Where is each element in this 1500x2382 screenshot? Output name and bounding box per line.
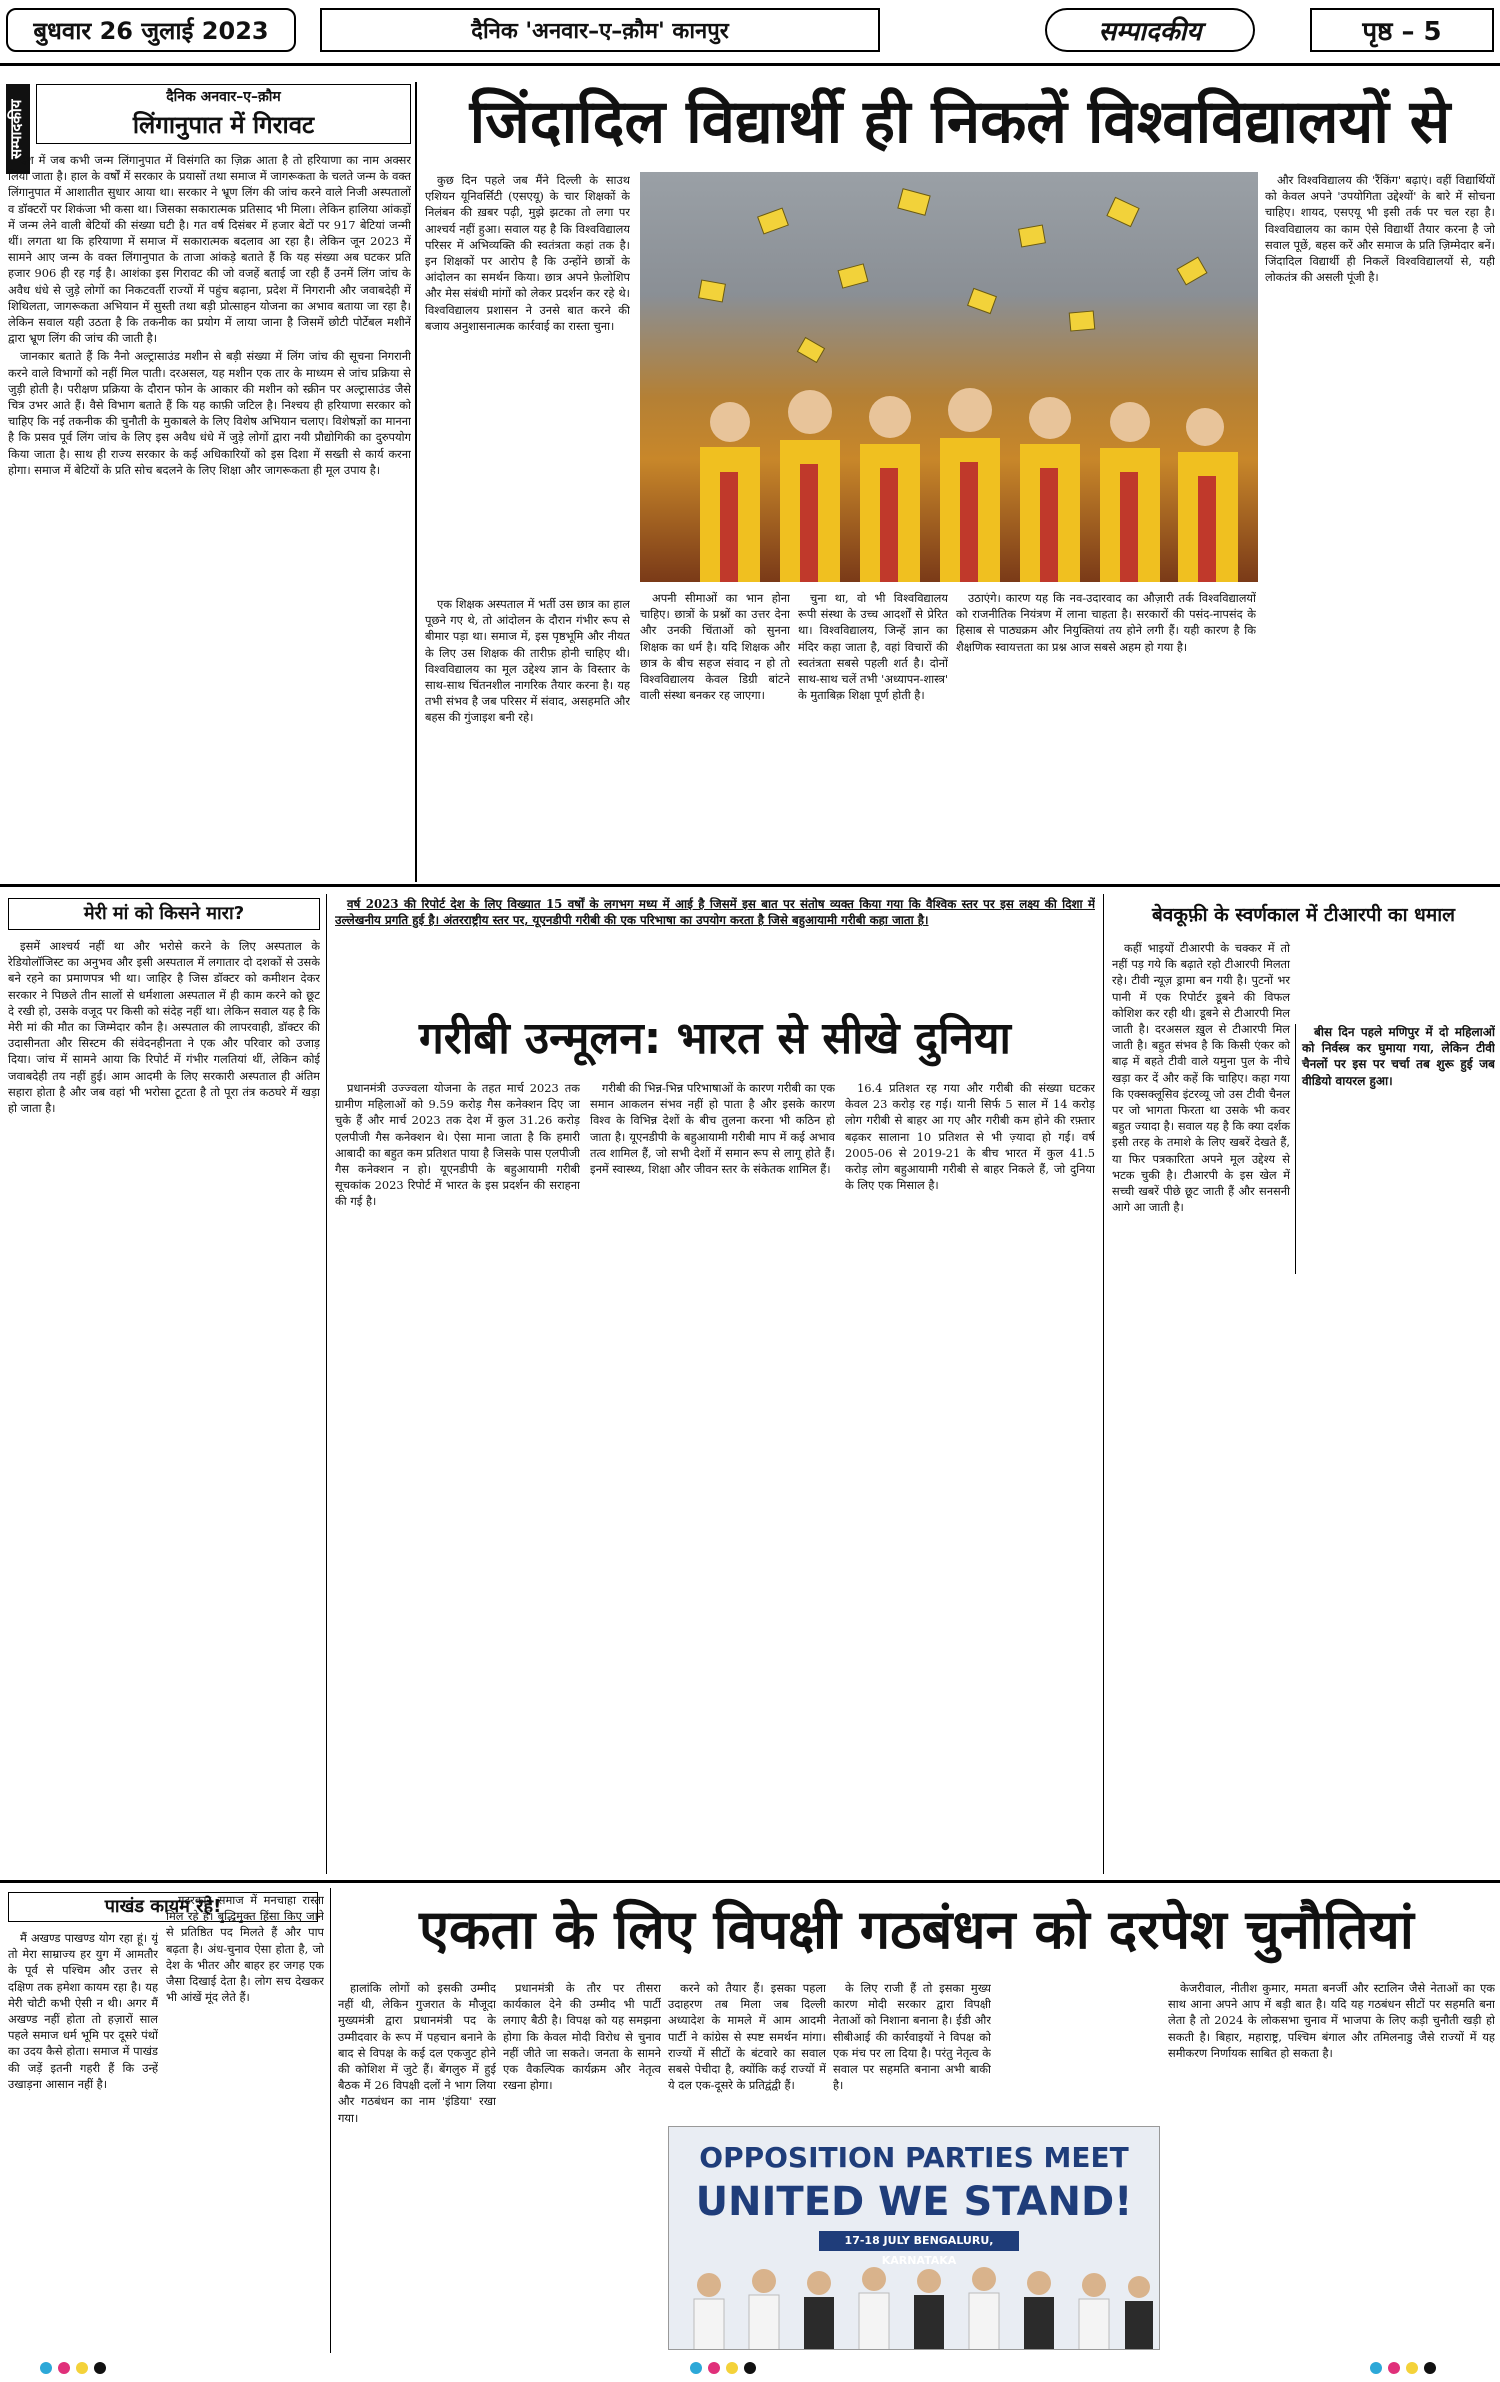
pakhand-paragraph: गटरकार समाज में मनचाहा रास्ता मिल रहे हैं। बुद्धिमुक्त हिंसा किए जाने से प्रतिष्ठित पद मिलते हैं और पाप बढ़ता है। अंध-चुनाव ऐसा होता है, जो देश के भीतर और बाहर हर जगह एक जैसा दिखाई देता है। लोग सच देखकर भी आंखें मूंद लेते हैं। [166, 1893, 324, 2005]
poverty-column-1 [335, 1080, 580, 1874]
editorial-title-box [36, 84, 411, 144]
graduates-illustration [640, 172, 1258, 582]
opposition-paragraph: हालांकि लोगों को इसकी उम्मीद नहीं थी, लेकिन गुजरात के मौजूदा मुख्यमंत्री द्वारा प्रधानमंत्री पद के उम्मीदवार के रूप में पहचान बनाने के बाद से विपक्ष के कई दल एकजुट होने की कोशिश में जुटे हैं। बेंगलुरु में हुई बैठक में 26 विपक्षी दलों ने भाग लिया और गठबंधन का नाम 'इंडिया' रखा गया। [338, 1981, 496, 2125]
lead-column-4 [798, 590, 948, 872]
editorial-kicker: दैनिक अनवार–ए–क़ौम [166, 89, 281, 105]
opposition-paragraph: के लिए राजी हैं तो इसका मुख्य कारण मोदी सरकार द्वारा विपक्षी नेताओं को निशाना बनाना है। ईडी और सीबीआई की कार्रवाइयों ने विपक्ष को एक मंच पर ला दिया है। परंतु नेतृत्व के सवाल पर सहमति बनाना अभी बाकी है। [833, 1981, 991, 2093]
pakhand-title: पाखंड कायम रहे! [8, 1892, 318, 1922]
magenta-dot [708, 2362, 720, 2374]
opposition-paragraph: प्रधानमंत्री के तौर पर तीसरा कार्यकाल देने की उम्मीद भी पार्टी लगाए बैठी है। विपक्ष को यह समझना होगा कि केवल मोदी विरोध से चुनाव नहीं जीते जा सकते। जनता के सामने एक वैकल्पिक कार्यक्रम और नेतृत्व रखना होगा। [503, 1981, 661, 2093]
poverty-column-2 [590, 1080, 835, 1874]
lead-headline: जिंदादिल विद्यार्थी ही निकलें विश्वविद्यालयों से [469, 87, 1451, 157]
lead-paragraph: उठाएंगे। कारण यह कि नव-उदारवाद का औज़ारी तर्क विश्वविद्यालयों को राजनीतिक नियंत्रण में लाना चाहता है। सरकारों की पसंद-नापसंद के हिसाब से पाठ्यक्रम और नियुक्तियां तय होने लगी हैं। यही कारण है कि शैक्षणिक स्वायत्तता का प्रश्न आज सबसे अहम हो गया है। [956, 591, 1256, 654]
column-rule [326, 894, 327, 1874]
opposition-column-2 [503, 1980, 661, 2350]
black-dot [744, 2362, 756, 2374]
yellow-dot [1406, 2362, 1418, 2374]
lead-paragraph: एक शिक्षक अस्पताल में भर्ती उस छात्र का हाल पूछने गए थे, तो आंदोलन के दौरान गंभीर रूप से बीमार पड़ा था। समाज में, इस पृष्ठभूमि और नीयत के लिए उस शिक्षक की तारीफ़ होनी चाहिए थी। विश्वविद्यालय का मूल उद्देश्य ज्ञान के विस्तार के साथ-साथ चिंतनशील नागरिक तैयार करना है। यह तभी संभव है जब परिसर में संवाद, असहमति और बहस की गुंजाइश बनी रहे। [425, 597, 630, 725]
lead-paragraph: और विश्वविद्यालय की 'रैंकिंग' बढ़ाएं। वहीं विद्यार्थियों को केवल अपने 'उपयोगिता उद्देश्यों' के बारे में सोचना चाहिए। शायद, एसएयू भी इसी तर्क पर चल रहा है। विश्वविद्यालय का काम ऐसे विद्यार्थी तैयार करना है जो सवाल पूछें, बहस करें और समाज के प्रति ज़िम्मेदार बनें। जिंदादिल विद्यार्थी ही निकलें विश्वविद्यालयों से, यही लोकतंत्र की असली पूंजी है। [1265, 173, 1495, 285]
editorial-title: लिंगानुपात में गिरावट [132, 111, 315, 139]
lead-column-6 [1265, 172, 1495, 872]
magenta-dot [1388, 2362, 1400, 2374]
poverty-paragraph: गरीबी की भिन्न-भिन्न परिभाषाओं के कारण गरीबी का एक समान आकलन संभव नहीं हो पाता है और इसके कारण विश्व के विभिन्न देशों के बीच तुलना करना भी कठिन हो जाता है। यूएनडीपी के बहुआयामी गरीबी माप में कई अभाव तत्व शामिल हैं, जो सभी देशों में समान रूप से लागू होते हैं। इनमें स्वास्थ्य, शिक्षा और जीवन स्तर के संकेतक शामिल हैं। [590, 1081, 835, 1177]
sarcasm-paragraph: कहीं भाइयों टीआरपी के चक्कर में तो नहीं पड़ गये कि बढ़ाते रहो टीआरपी मिलता रहे। टीवी न्यूज़ ड्रामा बन गयी है। पुटनों भर पानी में एक रिपोर्टर डूबने की विफल कोशिश कर रही थी। डूबने से टीआरपी मिल जाती है। दरअसल ख़ुल से टीआरपी मिल जाती है। बहुत संभव है कि किसी एंकर को बाढ़ में बहते टीवी वाले यमुना पुल के नीचे खड़ा कर दें और कहें कि चाहिए। कहा गया कि एक्सक्लूसिव इंटरव्यू जो उस टीवी चैनल पर जो भागता फिरता था उसके भी कवर बहुत ज्यादा है। सवाल यह है कि क्या दर्शक इसी तरह के तमाशे के लिए खबरें देखते हैं, या फिर पत्रकारिता अपने मूल उद्देश्य से भटक चुकी है। टीआरपी के इस खेल में सच्ची खबरें पीछे छूट जाती हैं और सनसनी आगे आ जाती है। [1112, 941, 1290, 1215]
lead-paragraph: अपनी सीमाओं का भान होना चाहिए। छात्रों के प्रश्नों का उत्तर देना और उनकी चिंताओं को सुनना शिक्षक का धर्म है। यदि शिक्षक और छात्र के बीच सहज संवाद न हो तो विश्वविद्यालय केवल डिग्री बांटने वाली संस्था बनकर रह जाएगा। [640, 591, 790, 703]
registration-marks-right [1370, 2362, 1436, 2376]
banner-line-1: OPPOSITION PARTIES MEET [699, 2141, 1129, 2174]
sarcasm-quote-text: बीस दिन पहले मणिपुर में दो महिलाओं को निर्वस्त्र कर घुमाया गया, लेकिन टीवी चैनलों पर इस पर चर्चा तब शुरू हुई जब वीडियो वायरल हुआ। [1302, 1025, 1495, 1088]
page-box [1310, 8, 1494, 52]
pakhand-column-2 [166, 1892, 324, 2350]
section-box [1045, 8, 1255, 52]
lead-paragraph: चुना था, वो भी विश्वविद्यालय रूपी संस्था के उच्च आदर्शों से प्रेरित था। विश्वविद्यालय, जिन्हें ज्ञान का मंदिर कहा जाता है, वहां विचारों की स्वतंत्रता सबसे पहली शर्त है। दोनों साथ-साथ चलें तभी 'अध्यापन-शास्त्र' के मुताबिक़ शिक्षा पूर्ण होती है। [798, 591, 948, 703]
cyan-dot [690, 2362, 702, 2374]
paper-name: दैनिक 'अनवार–ए–क़ौम' कानपुर [471, 19, 729, 44]
poverty-banner-text: वर्ष 2023 की रिपोर्ट देश के लिए विख्यात 15 वर्षों के लगभग मध्य में आई है जिसमें इस बात पर संतोष व्यक्त किया गया कि वैश्विक स्तर पर इस लक्ष्य की दिशा में उल्लेखनीय प्रगति हुई है। अंतरराष्ट्रीय स्तर पर, यूएनडीपी गरीबी की एक परिभाषा का उपयोग करता है जिसे बहुआयामी गरीबी कहा जाता है। [335, 897, 1095, 928]
opposition-column-1 [338, 1980, 496, 2350]
opposition-paragraph: करने को तैयार हैं। इसका पहला उदाहरण तब मिला जब दिल्ली अध्यादेश के मामले में आम आदमी पार्टी ने कांग्रेस से स्पष्ट समर्थन मांगा। राज्यों में सीटों के बंटवारे का सवाल सबसे पेचीदा है, क्योंकि कई राज्यों में ये दल एक-दूसरे के प्रतिद्वंद्वी हैं। [668, 1981, 826, 2093]
editorial-body [8, 152, 411, 878]
paper-name-box [320, 8, 880, 52]
cyan-dot [40, 2362, 52, 2374]
editorial-paragraph: देश में जब कभी जन्म लिंगानुपात में विसंगति का ज़िक्र आता है तो हरियाणा का नाम अक्सर लिया जाता है। हाल के वर्षों में सरकार के प्रयासों तथा समाज में जागरूकता के चलते जन्म के वक्त लिंगानुपात में आशातीत सुधार आया था। सरकार ने भ्रूण लिंग की जांच करने वाले निजी अस्पतालों व डॉक्टरों पर शिकंजा भी कसा था। जिसका सकारात्मक प्रतिसाद भी मिला। लेकिन हालिया आंकड़ों में जन्म लेने वाली बेटियों की संख्या घटी है। गत वर्ष दिसंबर में हजार बेटों पर 917 बेटियां जन्मी थीं। लगता था कि हरियाणा में समाज में सकारात्मक बदलाव आ रहा है। लेकिन जून 2023 में सामने आए जन्म के वक्त लिंगानुपात के ताजा आंकड़े बताते हैं कि यह संख्या अब घटकर प्रति हजार 906 ही रह गई है। आशंका इस गिरावट की जो वजहें बताई जा रही हैं उनमें लिंग जांच के अवैध धंधे से जुड़े लोगों का निकटवर्ती राज्यों में पहुंच बढ़ाना, प्रदेश में निगरानी और जवाबदेही में शिथिलता, जागरूकता अभियान में सुस्ती तथा बड़ी प्रोत्साहन योजना का अभाव बताया जा रहा है। लेकिन सवाल यही उठता है कि तकनीक का प्रयोग में लाया जाना है जिसमें छोटी पोर्टेबल मशीनें द्वारा भ्रूण लिंग की जांच की जाती है। [8, 153, 411, 346]
opposition-column-5 [1168, 1980, 1495, 2350]
opposition-paragraph: केजरीवाल, नीतीश कुमार, ममता बनर्जी और स्टालिन जैसे नेताओं का एक साथ आना अपने आप में बड़ी बात है। यदि यह गठबंधन सीटों पर सहमति बना लेता है तो 2024 के लोकसभा चुनाव में भाजपा के लिए कड़ी चुनौती खड़ी हो सकती है। बिहार, महाराष्ट्र, पश्चिम बंगाल और तमिलनाडु जैसे राज्यों में यह समीकरण निर्णायक साबित हो सकता है। [1168, 1981, 1495, 2060]
opposition-photo [668, 2126, 1160, 2350]
opposition-headline: एकता के लिए विपक्षी गठबंधन को दरपेश चुनौतियां [419, 1898, 1414, 1961]
date-box [6, 8, 296, 52]
lead-column-2 [425, 596, 630, 872]
yellow-dot [76, 2362, 88, 2374]
black-dot [94, 2362, 106, 2374]
mother-title: मेरी मां को किसने मारा? [8, 898, 320, 930]
poverty-intro-banner [335, 896, 1095, 1000]
column-rule [330, 1888, 331, 2353]
mother-body [8, 938, 320, 1873]
page-number: पृष्ठ – 5 [1362, 17, 1442, 47]
pakhand-paragraph: मैं अखण्ड पाखण्ड योग रहा हूं। यूं तो मेरा साम्राज्य हर युग में आमतौर के पूर्व से पश्चिम और उत्तर से दक्षिण तक हमेशा कायम रहा है। यह मेरी चोटी कभी ऐसी न थी। अगर मैं अखण्ड नहीं होता तो हज़ारों साल पहले समाज धर्म भूमि पर दूसरे पंथों का उदय कैसे होता। समाज में पाखंड की जड़ें इतनी गहरी हैं कि उन्हें उखाड़ना आसान नहीं है। [8, 1931, 158, 2091]
cyan-dot [1370, 2362, 1382, 2374]
poverty-headline: गरीबी उन्मूलन: भारत से सीखे दुनिया [419, 1013, 1011, 1064]
section-divider [0, 884, 1500, 887]
lead-column-5 [956, 590, 1256, 872]
editorial-side-label: सम्पादकीय [6, 84, 30, 174]
opposition-column-3 [668, 1980, 826, 2120]
pakhand-column-1 [8, 1930, 158, 2350]
yellow-dot [726, 2362, 738, 2374]
section-name: सम्पादकीय [1098, 17, 1202, 47]
registration-marks-center [690, 2362, 756, 2376]
black-dot [1424, 2362, 1436, 2374]
masthead [0, 0, 1500, 66]
lead-photo [640, 172, 1258, 582]
opposition-column-4 [833, 1980, 991, 2120]
issue-date: बुधवार 26 जुलाई 2023 [33, 16, 269, 45]
mother-paragraph: इसमें आश्चर्य नहीं था और भरोसे करने के लिए अस्पताल के रेडियोलॉजिस्ट का अनुभव और इसी अस्पताल में लगातार दो दशकों से उसके बने रहने का प्रमाणपत्र भी था। जाहिर है जिस डॉक्टर को कमीशन देकर सरकार ने पिछले तीन सालों से धर्मशाला अस्पताल में ही काम करने को छूट दे रखी हो, उसके वजूद पर किसी को संदेह नहीं था। लेकिन सवाल यह है कि मेरी मां की मौत का जिम्मेदार कौन है। अस्पताल की लापरवाही, डॉक्टर की उदासीनता और सिस्टम की संवेदनहीनता ने एक और परिवार को उजाड़ दिया। जांच में सामने आया कि रिपोर्ट में गंभीर गलतियां थीं, लेकिन कोई जवाबदेही तय नहीं हुई। आम आदमी के लिए सरकारी अस्पताल ही अंतिम सहारा होता है और जब वहां भी भरोसा टूटता है तो पूरा तंत्र कठघरे में खड़ा हो जाता है। [8, 939, 320, 1116]
poverty-paragraph: प्रधानमंत्री उज्ज्वला योजना के तहत मार्च 2023 तक ग्रामीण महिलाओं को 9.59 करोड़ गैस कनेक्शन दिए जा चुके हैं और मार्च 2023 तक देश में कुल 31.26 करोड़ एलपीजी गैस कनेक्शन थे। ऐसा माना जाता है कि हमारी आबादी का बहुत कम प्रतिशत पाया है जिसके पास एलपीजी गैस कनेक्शन न हो। यूएनडीपी के बहुआयामी गरीबी सूचकांक 2023 रिपोर्ट में भारत के इस प्रदर्शन की सराहना की गई है। [335, 1081, 580, 1209]
sarcasm-title: बेवकूफ़ी के स्वर्णकाल में टीआरपी का धमाल [1151, 904, 1456, 926]
lead-paragraph: कुछ दिन पहले जब मैंने दिल्ली के साउथ एशियन यूनिवर्सिटी (एसएयू) के चार शिक्षकों के निलंबन की ख़बर पढ़ी, मुझे झटका तो लगा पर आश्चर्य नहीं हुआ। सवाल यह है कि विश्वविद्यालय परिसर में अभिव्यक्ति की स्वतंत्रता कहां तक है। इन शिक्षकों पर आरोप है कि उन्होंने छात्रों के आंदोलन का समर्थन किया। छात्र अपने फ़ेलोशिप और मेस संबंधी मांगों को लेकर प्रदर्शन कर रहे थे। विश्वविद्यालय प्रशासन ने उनसे बात करने की बजाय अनुशासनात्मक कार्रवाई का रास्ता चुना। [425, 173, 630, 333]
column-rule [1103, 894, 1104, 1874]
quote-spacer [1290, 1024, 1495, 1364]
magenta-dot [58, 2362, 70, 2374]
poverty-paragraph: 16.4 प्रतिशत रह गया और गरीबी की संख्या घटकर केवल 23 करोड़ रह गई। यानी सिर्फ 5 साल में 14 करोड़ लोग गरीबी से बाहर आ गए और गरीबी कम होने की रफ़्तार बढ़कर सालाना 10 प्रतिशत से भी ज़्यादा हो गई। वर्ष 2005-06 से 2019-21 के बीच भारत में कुल 41.5 करोड़ लोग बहुआयामी गरीबी से बाहर निकले हैं, जो दुनिया के लिए एक मिसाल है। [845, 1081, 1095, 1193]
registration-marks-left [40, 2362, 106, 2376]
sarcasm-body [1112, 940, 1495, 1874]
editorial-paragraph: जानकार बताते हैं कि नैनो अल्ट्रासाउंड मशीन से बड़ी संख्या में लिंग जांच की सूचना निगरानी करने वाले विभागों को नहीं मिल पाती। दरअसल, यह मशीन एक तार के माध्यम से जांच प्रक्रिया से जुड़ी होती है। परीक्षण प्रक्रिया के दौरान फोन के आकार की मशीन को स्क्रीन पर अल्ट्रासाउंड जैसे चित्र उभर आते हैं। वैसे विभाग बताते हैं कि यह काफ़ी जटिल है। निश्चय ही हरियाणा सरकार को चाहिए कि नई तकनीक की चुनौती के मुकाबले के लिए विशेष अभियान चलाए। विशेषज्ञों का मानना है कि प्रसव पूर्व लिंग जांच के लिए इस अवैध धंधे में जुड़े लोगों द्वारा नयी प्रौद्योगिकी का दुरुपयोग किया जाता है। साथ ही राज्य सरकार के कई अधिकारियों को इस दिशा में सख्ती से कार्य करना होगा। समाज में बेटियों के प्रति सोच बदलने के लिए शिक्षा और जागरूकता ही मूल उपाय है। [8, 349, 411, 477]
poverty-column-3 [845, 1080, 1095, 1874]
section-divider [0, 1880, 1500, 1883]
banner-strip: 17-18 JULY BENGALURU, KARNATAKA [819, 2231, 1019, 2251]
leaders-group-illustration [669, 2257, 1160, 2350]
banner-line-2: UNITED WE STAND! [695, 2179, 1133, 2225]
lead-column-3 [640, 590, 790, 872]
column-rule [415, 82, 417, 882]
